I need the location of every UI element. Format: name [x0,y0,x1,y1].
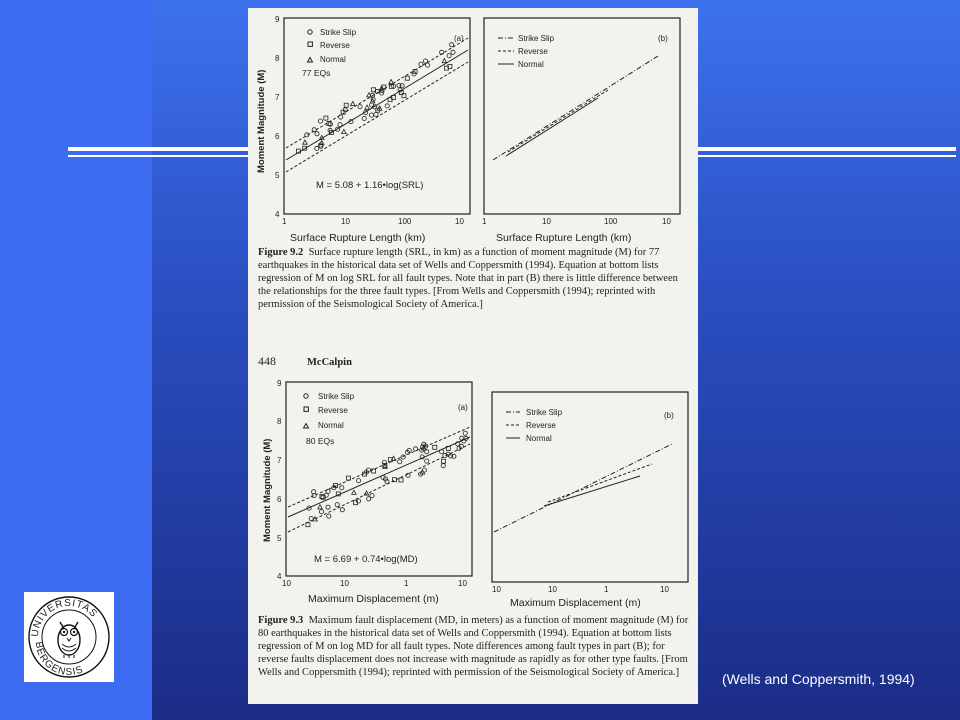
data-point [419,62,423,66]
panel-a-legend [302,28,357,78]
ytick: 5 [275,171,280,180]
ytick: 6 [277,495,282,504]
ytick: 8 [277,417,282,426]
xtick: 1 [604,585,609,594]
data-point [374,112,378,116]
eq-count: 80 EQs [306,436,335,446]
panel-b-regression-lines [493,56,658,160]
data-point [318,505,323,509]
panel-b-frame [484,18,680,214]
data-point [324,116,328,120]
data-point [463,431,467,435]
ytick: 4 [277,572,282,581]
data-point [319,510,323,514]
data-point [389,80,394,84]
panel-a-label: (a) [458,403,468,412]
caption-title: Figure 9.3 [258,615,304,626]
legend-label: Normal [518,60,544,69]
panel-a-yticks [277,379,282,581]
data-point [433,445,437,449]
ytick: 4 [275,210,280,219]
data-point [335,503,339,507]
legend-label: Strike Slip [320,28,357,37]
data-point [318,119,322,123]
data-point [340,508,344,512]
legend-label: Strike Slip [518,34,555,43]
data-point [441,464,445,468]
data-point [342,129,347,133]
legend-label: Reverse [526,421,556,430]
legend-label: Strike Slip [526,408,563,417]
panel-a-xlabel: Surface Rupture Length (km) [290,232,426,244]
data-point [340,486,344,490]
caption-title: Figure 9.2 [258,247,304,258]
panel-b-label: (b) [664,411,674,420]
panel-b-xticks [482,217,671,226]
data-point [303,140,308,144]
ytick: 9 [275,15,280,24]
data-point [451,50,455,54]
legend-label: Reverse [320,41,350,50]
xtick: 100 [604,217,618,226]
page-header [258,354,380,369]
regression-equation: M = 5.08 + 1.16•log(SRL) [316,180,424,191]
caption-text: Surface rupture length (SRL, in km) as a function of moment magnitude (M) for 77 earthquakes in the historical data set of Wells and Coppersmith (1994). Equation at bottom lists regression of M on log SRL for all fault types. Note that in part (B) there is little difference between the relationships for the three fault types. [From Wells and Coppersmith (1994); reprinted with permission of the Seismological Society of America.] [258,247,678,310]
panel-a-xlabel: Maximum Displacement (m) [308,593,439,605]
xtick: 10 [455,217,464,226]
data-point [442,459,446,463]
panel-b-label: (b) [658,34,668,43]
title-rule-right-thin [698,155,956,157]
xtick: 10 [542,217,551,226]
panel-a-label: (a) [454,34,464,43]
data-point [327,514,331,518]
panel-a-legend [304,392,355,446]
xtick: 1 [282,217,287,226]
panel-a-yticks [275,15,280,219]
ytick: 7 [275,93,280,102]
data-point [423,59,427,63]
data-point [400,84,404,88]
figure-9-3 [248,372,698,612]
data-point [447,54,451,58]
university-of-bergen-logo [24,592,114,682]
panel-b-legend [506,408,563,443]
panel-a-xticks [282,579,467,588]
data-point [399,478,403,482]
ytick: 9 [277,379,282,388]
legend-label: Normal [526,434,552,443]
panel-b-legend [498,34,555,69]
xtick: 10 [341,217,350,226]
xtick: 1 [482,217,487,226]
data-point [370,103,374,107]
data-point [370,494,374,498]
xtick: 10 [282,579,291,588]
data-point [425,459,429,463]
data-point [450,43,454,47]
ytick: 8 [275,54,280,63]
title-rule-right [698,147,956,151]
figure-9-2-caption [258,246,690,311]
xtick: 100 [398,217,412,226]
legend-label: Normal [320,55,346,64]
panel-a-xticks [282,217,464,226]
xtick: 1 [404,579,409,588]
data-point [326,505,330,509]
data-point [315,132,319,136]
panel-b-frame [492,392,688,582]
eq-count: 77 EQs [302,68,331,78]
panel-a-frame [286,382,472,576]
data-point [426,63,430,67]
legend-label: Normal [318,421,344,430]
figure-9-3-caption [258,614,690,679]
running-head-author: McCalpin [307,357,352,368]
panel-b-xticks [492,585,669,594]
ytick: 5 [277,534,282,543]
legend-label: Reverse [518,47,548,56]
figure-9-2 [248,8,698,248]
panel-b-xlabel: Surface Rupture Length (km) [496,232,632,244]
xtick: 10 [340,579,349,588]
panel-b-xlabel: Maximum Displacement (m) [510,597,641,609]
data-point [405,76,409,80]
xtick: 10 [660,585,669,594]
data-point [442,59,447,63]
panel-b-regression-lines [494,444,672,532]
data-point [358,105,362,109]
logo-top-text: UNIVERSITAS [29,597,100,638]
xtick: 10 [662,217,671,226]
scanned-textbook-page [248,8,698,704]
ytick: 6 [275,132,280,141]
data-point [352,490,357,494]
panel-a-regression-lines [286,38,468,172]
title-rule-left-thin [68,155,248,157]
data-point [412,72,416,76]
regression-equation: M = 6.69 + 0.74•log(MD) [314,554,418,565]
owl-icon [58,622,80,658]
legend-label: Reverse [318,406,348,415]
uib-seal [24,592,114,682]
data-point [315,146,319,150]
figure-9-2-plots [248,8,698,248]
data-point [369,113,373,117]
legend-label: Strike Slip [318,392,355,401]
data-point [344,103,348,107]
data-point [365,105,370,109]
source-citation: (Wells and Coppersmith, 1994) [722,671,915,687]
data-point [362,116,366,120]
data-point [406,473,410,477]
caption-text: Maximum fault displacement (MD, in meters) as a function of moment magnitude (M) for 80 earthquakes in the historical data set of Wells and Coppersmith (1994). Equation at bottom lists regression of M on log MD for all fault types. Note differences among fault types in part (B); for reverse faults displacement does not increase with magnitude as rapidly as for other type faults. [From Wells and Coppersmith (1994); reprinted with permission of the Seismological Society of America.] [258,615,689,678]
panel-a-ylabel: Moment Magnitude (M) [256,69,267,173]
data-point [398,460,402,464]
ytick: 7 [277,456,282,465]
xtick: 10 [458,579,467,588]
figure-9-3-plots [248,372,698,612]
title-rule-left [68,147,248,151]
panel-a-ylabel: Moment Magnitude (M) [262,438,273,542]
data-point [385,104,389,108]
page-number: 448 [258,354,276,368]
logo-bottom-text: BERGENSIS [32,641,86,679]
xtick: 10 [492,585,501,594]
xtick: 10 [548,585,557,594]
data-point [351,102,356,106]
data-point [357,479,361,483]
